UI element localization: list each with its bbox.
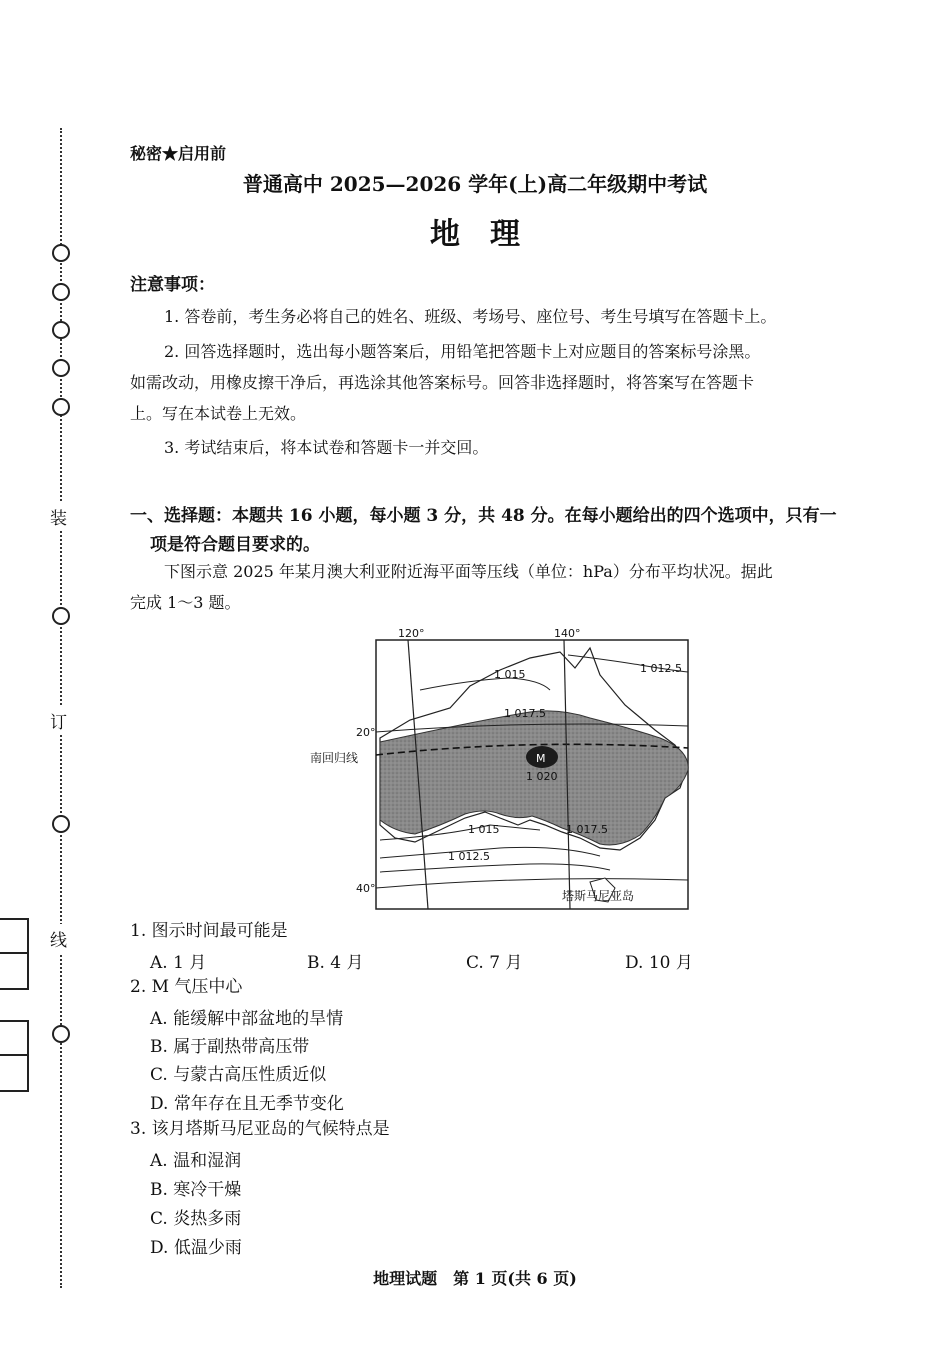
question-3-stem: 3. 该月塔斯马尼亚岛的气候特点是 bbox=[130, 1119, 390, 1139]
tropic-label: 南回归线 bbox=[310, 751, 359, 765]
notice-item-2-cont: 如需改动，用橡皮擦干净后，再选涂其他答案标号。回答非选择题时，将答案写在答题卡 bbox=[130, 373, 755, 392]
map-intro: 下图示意 2025 年某月澳大利亚附近海平面等压线（单位：hPa）分布平均状况。据此 bbox=[164, 562, 773, 581]
binding-hole bbox=[52, 1025, 70, 1043]
question-3-option-c[interactable]: C. 炎热多雨 bbox=[150, 1209, 242, 1229]
binding-hole bbox=[52, 815, 70, 833]
isobar-label: 1 012.5 bbox=[448, 850, 490, 863]
notice-item-1: 1. 答卷前，考生务必将自己的姓名、班级、考场号、座位号、考生号填写在答题卡上。 bbox=[164, 307, 777, 326]
map-intro-cont: 完成 1～3 题。 bbox=[130, 593, 241, 612]
question-1-stem: 1. 图示时间最可能是 bbox=[130, 921, 288, 941]
tasmania-label: 塔斯马尼亚岛 bbox=[562, 889, 635, 903]
binding-hole bbox=[52, 398, 70, 416]
binding-char-ding: 订 bbox=[50, 706, 67, 735]
question-1-option-d[interactable]: D. 10 月 bbox=[625, 953, 693, 973]
question-2-option-d[interactable]: D. 常年存在且无季节变化 bbox=[150, 1094, 344, 1114]
exam-title: 普通高中 2025—2026 学年(上)高二年级期中考试 bbox=[242, 172, 708, 196]
notice-heading: 注意事项： bbox=[130, 275, 215, 295]
notice-item-2-cont: 上。写在本试卷上无效。 bbox=[130, 404, 307, 423]
section-heading: 一、选择题：本题共 16 小题，每小题 3 分，共 48 分。在每小题给出的四个选项中，只有一 bbox=[130, 506, 837, 526]
score-box bbox=[0, 1020, 29, 1092]
question-2-option-a[interactable]: A. 能缓解中部盆地的旱情 bbox=[150, 1009, 344, 1029]
question-2-option-b[interactable]: B. 属于副热带高压带 bbox=[150, 1037, 310, 1057]
question-2-stem: 2. M 气压中心 bbox=[130, 977, 243, 997]
notice-item-2: 2. 回答选择题时，选出每小题答案后，用铅笔把答题卡上对应题目的答案标号涂黑。 bbox=[164, 342, 761, 361]
question-3-option-d[interactable]: D. 低温少雨 bbox=[150, 1238, 242, 1258]
isobar-label: 1 017.5 bbox=[504, 707, 546, 720]
secret-label: 秘密★启用前 bbox=[130, 144, 227, 163]
subject-title: 地 理 bbox=[430, 217, 520, 252]
question-1-option-c[interactable]: C. 7 月 bbox=[466, 953, 523, 973]
binding-hole bbox=[52, 283, 70, 301]
lat-label-20: 20° bbox=[356, 726, 376, 739]
binding-hole bbox=[52, 359, 70, 377]
isobar-label: 1 012.5 bbox=[640, 662, 682, 675]
isobar-label: 1 017.5 bbox=[566, 823, 608, 836]
page-footer: 地理试题 第 1 页(共 6 页) bbox=[373, 1269, 577, 1288]
isobar-label: 1 015 bbox=[468, 823, 500, 836]
binding-char-zhuang: 装 bbox=[50, 502, 67, 531]
score-box bbox=[0, 918, 29, 990]
binding-hole bbox=[52, 607, 70, 625]
binding-char-xian: 线 bbox=[50, 924, 67, 953]
binding-hole bbox=[52, 321, 70, 339]
isobar-label: 1 015 bbox=[494, 668, 526, 681]
question-3-option-b[interactable]: B. 寒冷干燥 bbox=[150, 1180, 242, 1200]
score-box-divider bbox=[0, 1054, 27, 1056]
question-1-option-b[interactable]: B. 4 月 bbox=[307, 953, 364, 973]
question-1-option-a[interactable]: A. 1 月 bbox=[150, 953, 207, 973]
score-box-divider bbox=[0, 952, 27, 954]
high-center-label: M bbox=[536, 752, 546, 765]
lon-label-140: 140° bbox=[554, 627, 581, 640]
notice-item-3: 3. 考试结束后，将本试卷和答题卡一并交回。 bbox=[164, 438, 489, 457]
section-heading-cont: 项是符合题目要求的。 bbox=[150, 535, 320, 555]
isobar-label: 1 020 bbox=[526, 770, 558, 783]
lat-label-40: 40° bbox=[356, 882, 376, 895]
isobar-map bbox=[300, 620, 700, 915]
question-3-option-a[interactable]: A. 温和湿润 bbox=[150, 1151, 242, 1171]
lon-label-120: 120° bbox=[398, 627, 425, 640]
question-2-option-c[interactable]: C. 与蒙古高压性质近似 bbox=[150, 1065, 327, 1085]
